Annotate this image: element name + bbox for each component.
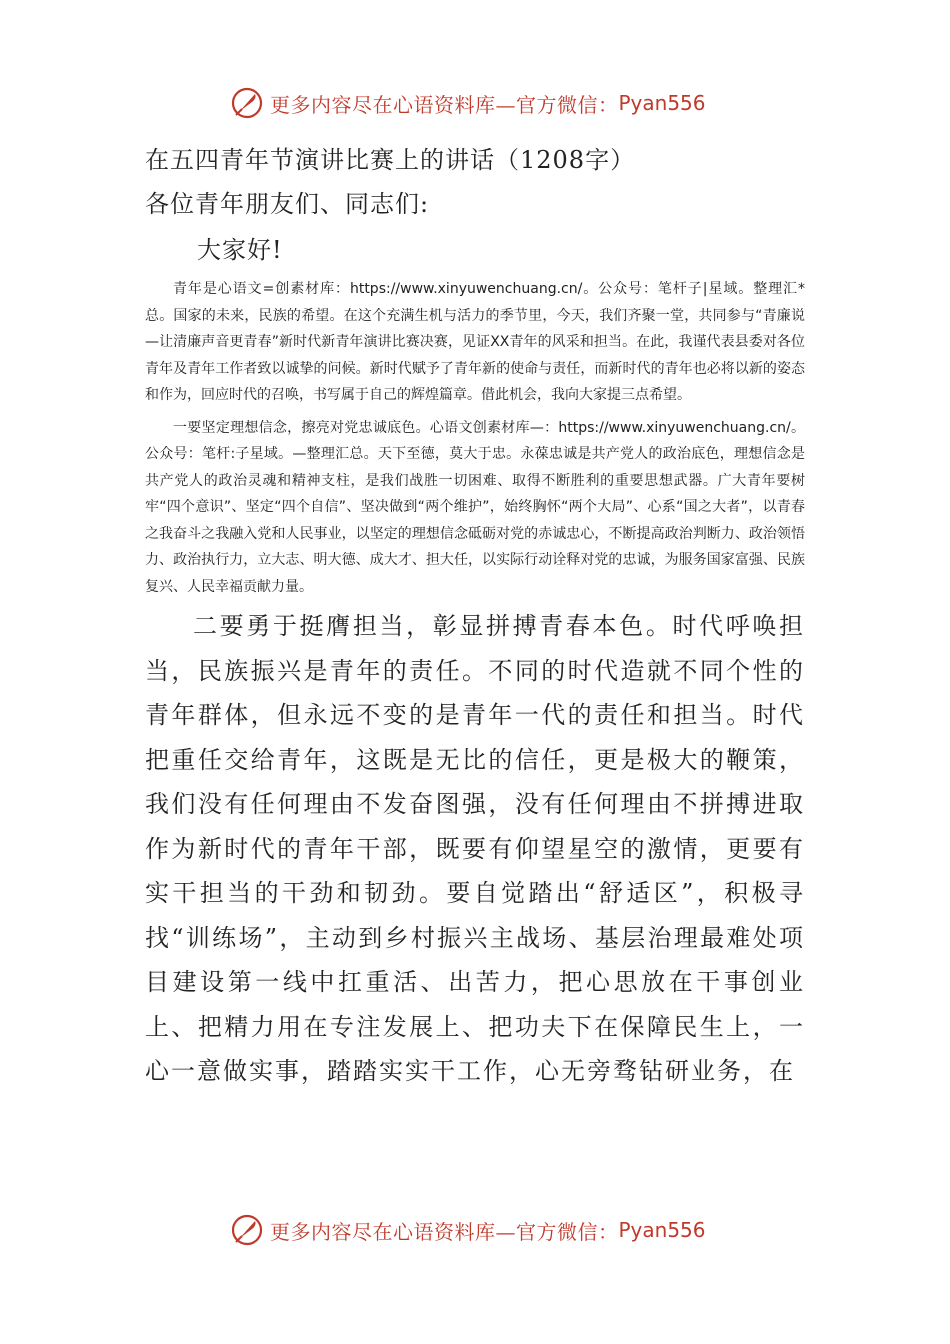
footer-banner [230, 1210, 706, 1250]
salutation: 各位青年朋友们、同志们: [145, 190, 430, 218]
document-body [145, 140, 805, 1094]
paragraph-1: 青年是心语文=创素材库：https://www.xinyuwenchuang.cn/。公众号：笔杆子|星域。整理汇*总。国家的未来，民族的希望。在这个充满生机与活力的季节里，今天，我们齐聚一堂，共同参与“青廉说—让清廉声音更青春”新时代新青年演讲比赛决赛，见证XX青年的风采和担当。在此，我谨代表县委对各位青年及青年工作者致以诚挚的问候。新时代赋予了青年新的使命与责任，而新时代的青年也必将以新的姿态和作为，回应时代的召唤，书写属于自己的辉煌篇章。借此机会，我向大家提三点希望。 [145, 281, 805, 403]
paragraph-2: 一要坚定理想信念，擦亮对党忠诚底色。心语文创素材库—：https://www.xinyuwenchuang.cn/。公众号：笔杆:子星域。—整理汇总。天下至德，莫大于忠。永葆忠诚是共产党人的政治底色，理想信念是共产党人的政治灵魂和精神支柱，是我们战胜一切困难、取得不断胜利的重要思想武器。广大青年要树牢“四个意识”、坚定“四个自信”、坚决做到“两个维护”，始终胸怀“两个大局”、心系“国之大者”，以青春之我奋斗之我融入党和人民事业，以坚定的理想信念砥砺对党的赤诚忠心，不断提高政治判断力、政治领悟力、政治执行力，立大志、明大德、成大才、担大任，以实际行动诠释对党的忠诚，为服务国家富强、民族复兴、人民幸福贡献力量。 [145, 419, 805, 595]
banner-text: 更多内容尽在心语资料库—官方微信： [270, 1219, 619, 1244]
banner-text: 更多内容尽在心语资料库—官方微信： [270, 92, 619, 117]
banner-wechat-id: Pyan556 [618, 91, 706, 115]
greeting: 大家好! [197, 236, 283, 264]
document-title: 在五四青年节演讲比赛上的讲话（1208字） [145, 146, 636, 174]
paragraph-3: 二要勇于挺膺担当，彰显拼搏青春本色。时代呼唤担当，民族振兴是青年的责任。不同的时代造就不同个性的青年群体，但永远不变的是青年一代的责任和担当。时代把重任交给青年，这既是无比的信任，更是极大的鞭策，我们没有任何理由不发奋图强，没有任何理由不拼搏进取作为新时代的青年干部，既要有仰望星空的激情，更要有实干担当的干劲和韧劲。要自觉踏出“舒适区”，积极寻找“训练场”，主动到乡村振兴主战场、基层治理最难处项目建设第一线中扛重活、出苦力，把心思放在干事创业上、把精力用在专注发展上、把功夫下在保障民生上，一心一意做实事，踏踏实实干工作，心无旁骛钻研业务，在 [145, 612, 805, 1085]
quill-logo-icon [230, 1213, 264, 1247]
quill-logo-icon [230, 86, 264, 120]
header-banner [230, 83, 706, 123]
banner-wechat-id: Pyan556 [618, 1218, 706, 1242]
